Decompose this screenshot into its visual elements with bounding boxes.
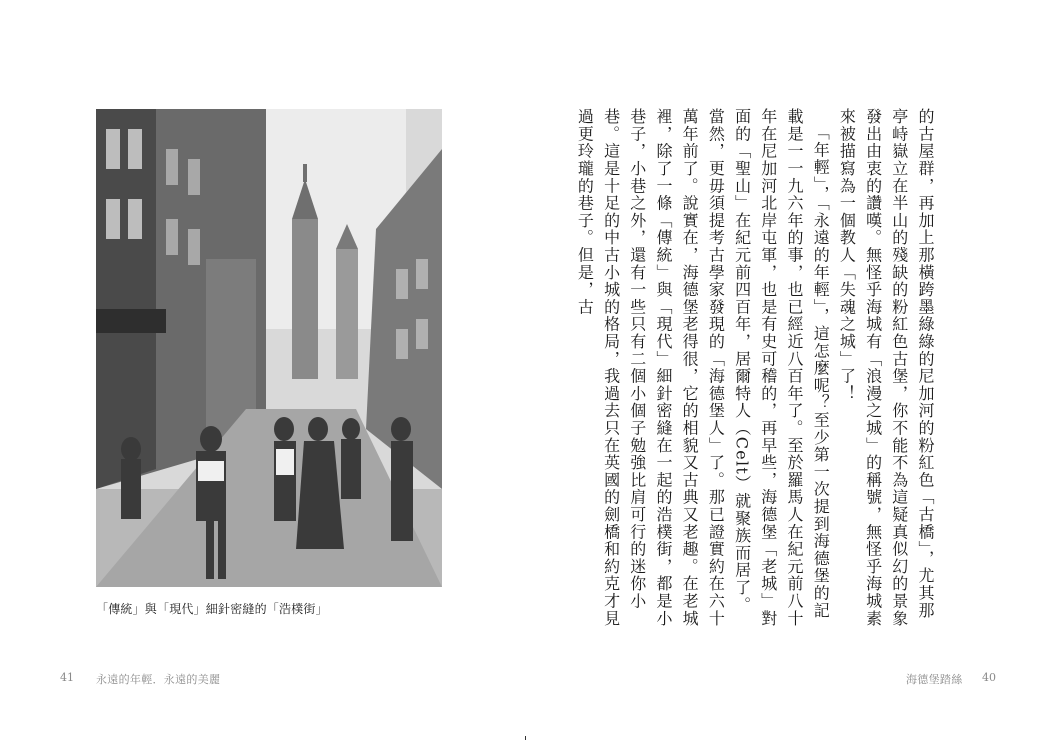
page-number-right: 40 [982, 671, 996, 684]
page-number-left: 41 [60, 671, 74, 684]
photo-caption: 「傳統」與「現代」細針密縫的「浩樸街」 [96, 602, 328, 616]
body-text-vertical [575, 108, 938, 628]
body-paragraph: 的古屋群，再加上那橫跨墨綠綠的尼加河的粉紅色「古橋」，尤其那亭峙嶽立在半山的殘缺的粉紅色古堡，你不能不為這疑真似幻的景象發出由衷的讚嘆。無怪乎海城有「浪漫之城」的稱號，無怪乎海城素來被描寫為一個教人「失魂之城」了！ [837, 108, 935, 627]
gutter-mark [525, 736, 526, 740]
running-title-right: 海德堡踏絲 [906, 673, 963, 686]
street-photo [96, 109, 442, 587]
street-photo-illustration [96, 109, 442, 587]
running-title-left: 永遠的年輕．永遠的美麗 [96, 673, 221, 686]
body-paragraph: 「年輕」，「永遠的年輕」，這怎麼呢？至少第一次提到海德堡的記載是一一九六年的事，也已經近八百年了。至於羅馬人在紀元前八十年在尼加河北岸屯軍，也是有史可稽的，再早些，海德堡「老城」對面的「聖山」在紀元前四百年，居爾特人（Celt）就聚族而居了。當然，更毋須提考古學家發現的「海德堡人」了。那已證實約在六十萬年前了。說實在，海德堡老得很，它的相貌又古典又老趣。在老城裡，除了一條「傳統」與「現代」細針密縫在一起的浩樸街，都是小巷子，小巷之外，還有一些只有二個小個子勉強比肩可行的迷你小巷。這是十足的中古小城的格局，我過去只在英國的劍橋和約克才見過更玲瓏的巷子。但是，古 [575, 108, 831, 627]
